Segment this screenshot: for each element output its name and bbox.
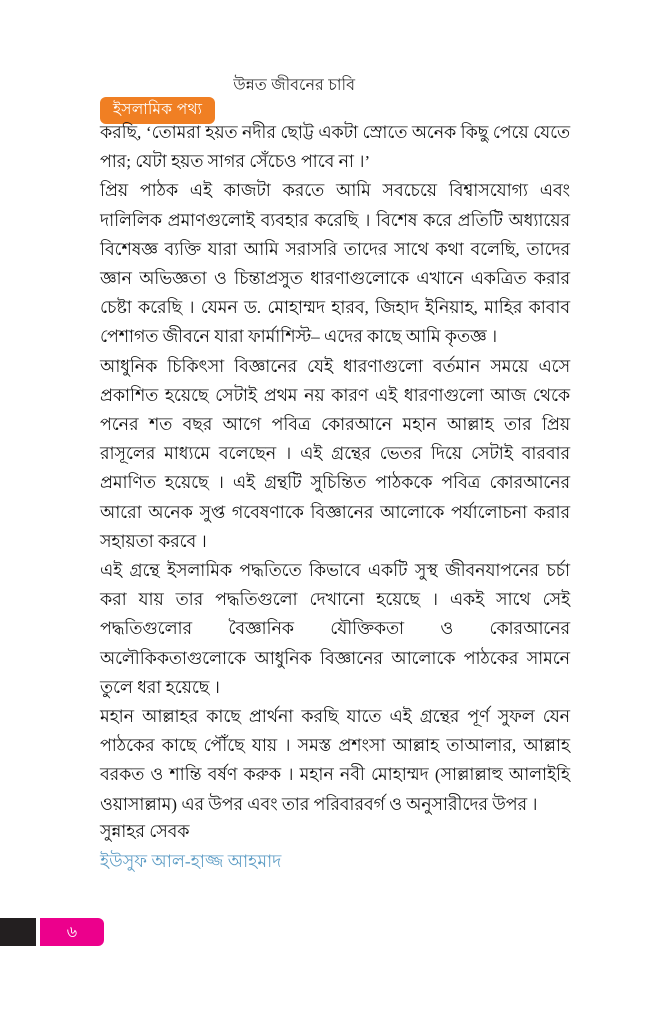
signature-role: সুন্নাহর সেবক	[100, 822, 190, 841]
page-header	[100, 72, 357, 124]
page-number: ৬	[40, 918, 104, 946]
paragraph: আধুনিক চিকিৎসা বিজ্ঞানের যেই ধারণাগুলো বর্তমান সময়ে এসে প্রকাশিত হয়েছে সেটাই প্রথম নয় কারণ এই ধারণাগুলো আজ থেকে পনের শত বছর আগে পবিত্র কোরআনে মহান আল্লাহ তার প্রিয় রাসূলের মাধ্যমে বলেছেন । এই গ্রন্থের ভেতর দিয়ে সেটাই বারবার প্রমাণিত হয়েছে । এই গ্রন্থটি সুচিন্তিত পাঠককে পবিত্র কোরআনের আরো অনেক সুপ্ত গবেষণাকে বিজ্ঞানের আলোকে পর্যালোচনা করার সহায়তা করবে ।	[100, 356, 570, 551]
paragraph: করছি, ‘তোমরা হয়ত নদীর ছোট্ট একটা স্রোতে অনেক কিছু পেয়ে যেতে পার; যেটা হয়ত সাগর সেঁচেও পাবে না ।’	[100, 123, 570, 172]
page-footer	[0, 918, 104, 946]
paragraph: এই গ্রন্থে ইসলামিক পদ্ধতিতে কিভাবে একটি সুস্থ জীবনযাপনের চর্চা করা যায় তার পদ্ধতিগুলো দেখানো হয়েছে । একই সাথে সেই পদ্ধতিগুলোর বৈজ্ঞানিক যৌক্তিকতা ও কোরআনের অলৌকিকতাগুলোকে আধুনিক বিজ্ঞানের আলোকে পাঠকের সামনে তুলে ধরা হয়েছে ।	[100, 561, 570, 697]
series-badge: ইসলামিক পথ্য	[100, 97, 215, 124]
book-title: উন্নত জীবনের চাবি	[233, 77, 356, 94]
signature-author-name: ইউসুফ আল-হাজ্জ আহমাদ	[100, 851, 282, 871]
paragraph: মহান আল্লাহর কাছে প্রার্থনা করছি যাতে এই গ্রন্থের পূর্ণ সুফল যেন পাঠকের কাছে পৌঁছে যায় । সমস্ত প্রশংসা আল্লাহ তাআলার, আল্লাহ বরকত ও শান্তি বর্ষণ করুক । মহান নবী মোহাম্মদ (সাল্লাল্লাহু আলাইহি ওয়াসাল্লাম) এর উপর এবং তার পরিবারবর্গ ও অনুসারীদের উপর ।	[100, 707, 570, 814]
paragraph: প্রিয় পাঠক এই কাজটা করতে আমি সবচেয়ে বিশ্বাসযোগ্য এবং দালিলিক প্রমাণগুলোই ব্যবহার করেছি । বিশেষ করে প্রতিটি অধ্যায়ের বিশেষজ্ঞ ব্যক্তি যারা আমি সরাসরি তাদের সাথে কথা বলেছি, তাদের জ্ঞান অভিজ্ঞতা ও চিন্তাপ্রসুত ধারণাগুলোকে এখানে একত্রিত করার চেষ্টা করেছি । যেমন ড. মোহাম্মদ হারব, জিহাদ ইনিয়াহ, মাহির কাবাব পেশাগত জীবনে যারা ফার্মাশিস্ট– এদের কাছে আমি কৃতজ্ঞ ।	[100, 181, 570, 347]
signature-block	[100, 818, 570, 876]
body-text	[100, 118, 570, 819]
footer-dark-block	[0, 918, 36, 946]
book-title-block	[229, 72, 357, 124]
